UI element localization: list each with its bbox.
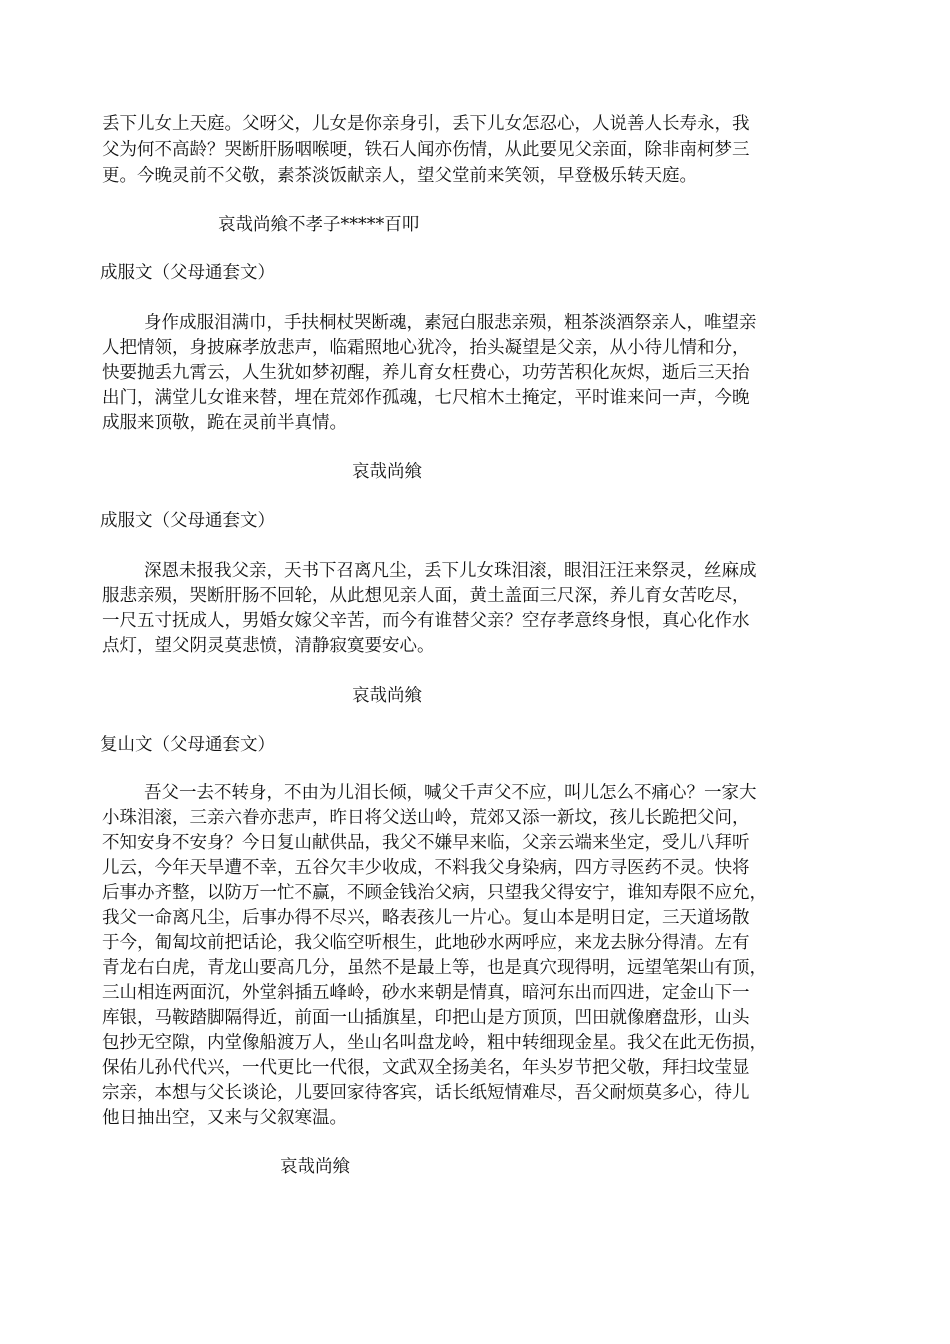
paragraph-line: 保佑儿孙代代兴，一代更比一代很，文武双全扬美名，年头岁节把父敬，拜扫坟莹显 <box>102 1058 750 1078</box>
signoff-line: 哀哉尚飨 <box>280 1157 350 1177</box>
paragraph-line: 青龙右白虎，青龙山要高几分，虽然不是最上等，也是真穴现得明，远望笔架山有顶， <box>102 958 767 978</box>
signoff-line: 哀哉尚飨 <box>352 462 422 482</box>
paragraph-line: 小珠泪滚，三亲六眷亦悲声，昨日将父送山岭，荒郊又添一新坟，孩儿长跪把父问， <box>102 808 750 828</box>
paragraph-line: 三山相连两面沉，外堂斜插五峰岭，砂水来朝是情真，暗河东出而四进，定金山下一 <box>102 983 750 1003</box>
paragraph-line: 身作成服泪满巾，手扶桐杖哭断魂，素冠白服悲亲殒，粗茶淡酒祭亲人，唯望亲 <box>144 313 757 333</box>
paragraph-line: 于今，匍匐坟前把话论，我父临空听根生，此地砂水两呼应，来龙去脉分得清。左有 <box>102 933 750 953</box>
signoff-line: 哀哉尚飨 <box>352 686 422 706</box>
paragraph-line: 我父一命离凡尘，后事办得不尽兴，略表孩儿一片心。复山本是明日定，三天道场散 <box>102 908 750 928</box>
paragraph-line: 包抄无空隙，内堂像船渡万人，坐山名叫盘龙岭，粗中转细现金星。我父在此无伤损， <box>102 1033 767 1053</box>
paragraph-line: 不知安身不安身？今日复山献供品，我父不嫌早来临，父亲云端来坐定，受儿八拜听 <box>102 833 750 853</box>
paragraph-line: 快要抛丢九霄云，人生犹如梦初醒，养儿育女枉费心，功劳苦积化灰烬，逝后三天抬 <box>102 363 750 383</box>
paragraph-line: 吾父一去不转身，不由为儿泪长倾，喊父千声父不应，叫儿怎么不痛心？一家大 <box>144 783 757 803</box>
paragraph-line: 库银，马鞍踏脚隔得近，前面一山插旗星，印把山是方顶顶，凹田就像磨盘形，山头 <box>102 1008 750 1028</box>
paragraph-line: 父为何不高龄？哭断肝肠咽喉哽，铁石人闻亦伤情，从此要见父亲面，除非南柯梦三 <box>102 140 750 160</box>
paragraph-line: 宗亲，本想与父长谈论，儿要回家待客宾，话长纸短情难尽，吾父耐烦莫多心，待儿 <box>102 1083 750 1103</box>
paragraph-line: 一尺五寸抚成人，男婚女嫁父辛苦，而今有谁替父亲？空存孝意终身恨，真心化作水 <box>102 611 750 631</box>
paragraph-line: 点灯，望父阴灵莫悲愤，清静寂寞要安心。 <box>102 636 435 656</box>
paragraph-line: 人把情领，身披麻孝放悲声，临霜照地心犹冷，抬头凝望是父亲，从小待儿情和分， <box>102 338 750 358</box>
section-heading: 复山文（父母通套文） <box>100 735 275 755</box>
section-heading: 成服文（父母通套文） <box>100 263 275 283</box>
signoff-line: 哀哉尚飨不孝子*****百叩 <box>218 215 420 235</box>
paragraph-line: 服悲亲殒，哭断肝肠不回轮，从此想见亲人面，黄土盖面三尺深，养儿育女苦吃尽， <box>102 586 750 606</box>
paragraph-line: 成服来顶敬，跪在灵前半真情。 <box>102 413 347 433</box>
paragraph-line: 丢下儿女上天庭。父呀父，儿女是你亲身引，丢下儿女怎忍心，人说善人长寿永，我 <box>102 114 750 134</box>
paragraph-line: 他日抽出空，又来与父叙寒温。 <box>102 1108 347 1128</box>
paragraph-line: 后事办齐整，以防万一忙不赢，不顾金钱治父病，只望我父得安宁，谁知寿限不应允， <box>102 883 767 903</box>
paragraph-line: 出门，满堂儿女谁来替，埋在荒郊作孤魂，七尺棺木土掩定，平时谁来问一声，今晚 <box>102 388 750 408</box>
section-heading: 成服文（父母通套文） <box>100 511 275 531</box>
paragraph-line: 深恩未报我父亲，天书下召离凡尘，丢下儿女珠泪滚，眼泪汪汪来祭灵，丝麻成 <box>144 561 757 581</box>
paragraph-line: 儿云，今年天旱遭不幸，五谷欠丰少收成，不料我父身染病，四方寻医药不灵。快将 <box>102 858 750 878</box>
paragraph-line: 更。今晚灵前不父敬，素茶淡饭献亲人，望父堂前来笑领，早登极乐转天庭。 <box>102 166 697 186</box>
